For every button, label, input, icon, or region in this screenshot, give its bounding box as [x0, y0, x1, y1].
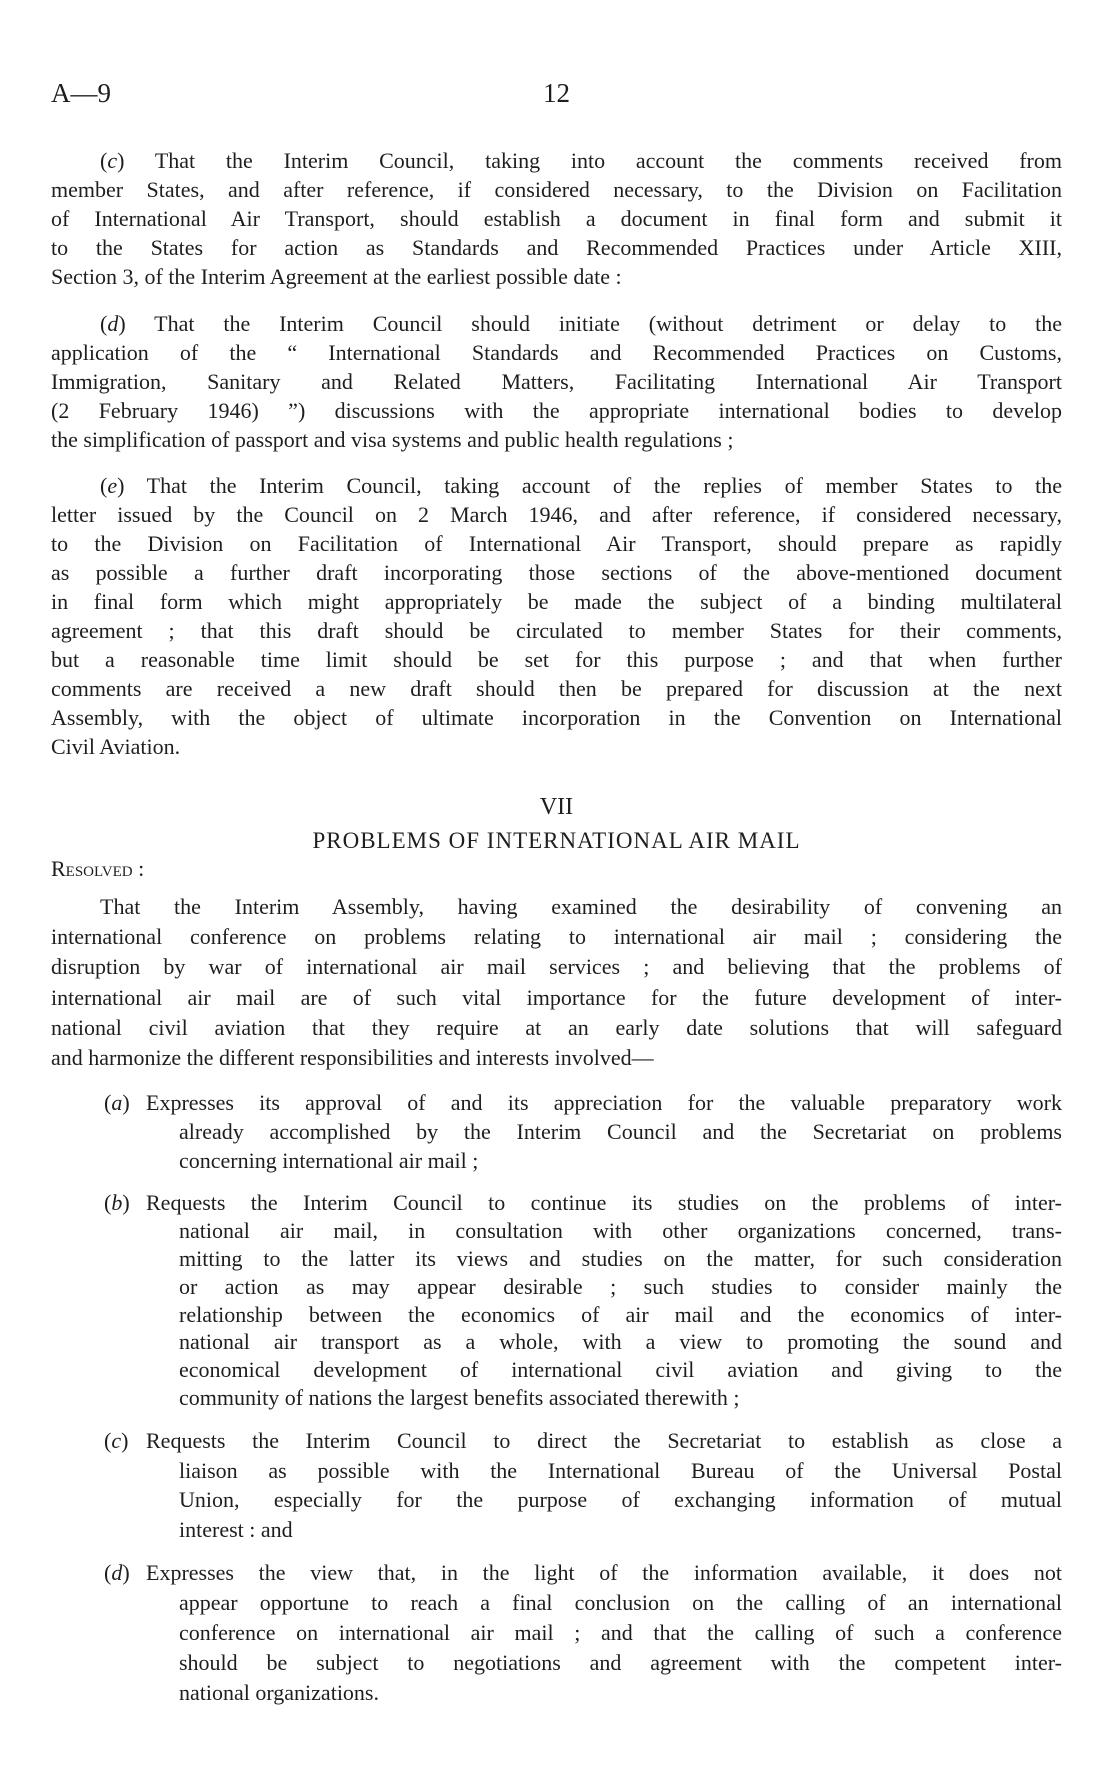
text-line	[179, 1678, 1062, 1708]
item-label-letter: b	[111, 1190, 123, 1215]
item-label-letter: e	[107, 473, 118, 498]
text-line	[51, 309, 1062, 338]
text-line	[179, 1301, 1062, 1329]
resolved-heading: Resolved :	[51, 856, 145, 881]
text-line	[51, 674, 1062, 703]
line-text: conference on international air mail ; and that the calling of such a conference	[179, 1620, 1062, 1645]
text-line	[51, 471, 1062, 500]
line-text: Requests the Interim Council to direct the Secretariat to establish as close a	[146, 1428, 1062, 1453]
item-label-letter: a	[111, 1090, 123, 1115]
text-line	[51, 338, 1062, 367]
page-header	[51, 76, 1062, 110]
item-label: (d)	[100, 311, 155, 336]
line-text: Expresses the view that, in the light of the information available, it does not	[146, 1560, 1062, 1585]
line-text: That the Interim Council should initiate (without detriment or delay to the	[154, 311, 1062, 336]
line-text: to the Division on Facilitation of International Air Transport, should prepare as rapidly	[51, 531, 1062, 556]
text-line	[51, 500, 1062, 529]
line-text: disruption by war of international air mail services ; and believing that the problems of	[51, 954, 1062, 980]
text-line	[179, 1273, 1062, 1301]
text-line	[51, 922, 1062, 952]
text-line	[104, 1426, 1062, 1456]
item-label: (e)	[100, 473, 147, 498]
line-text: Section 3, of the Interim Agreement at the earliest possible date :	[51, 264, 622, 289]
text-line	[51, 529, 1062, 558]
text-line	[51, 703, 1062, 732]
line-text: That the Interim Council, taking into account the comments received from	[154, 148, 1062, 173]
line-text: national organizations.	[179, 1680, 379, 1705]
text-line	[51, 146, 1062, 175]
paragraph-c	[51, 146, 1062, 291]
text-line	[179, 1384, 1062, 1412]
text-line	[51, 367, 1062, 396]
line-text: economical development of international civil aviation and giving to the	[179, 1357, 1062, 1383]
text-line	[51, 175, 1062, 204]
text-line	[104, 1088, 1062, 1117]
line-text: Civil Aviation.	[51, 734, 181, 759]
text-line	[51, 1013, 1062, 1043]
item-label: (d)	[104, 1560, 130, 1585]
line-text: That the Interim Council, taking account of the replies of member States to the	[146, 473, 1063, 498]
line-text: national air transport as a whole, with a view to promoting the sound and	[179, 1329, 1062, 1355]
line-text: international air mail are of such vital importance for the future development of inter-	[51, 984, 1062, 1010]
line-text: agreement ; that this draft should be circulated to member States for their comments,	[51, 618, 1062, 643]
line-text: of International Air Transport, should establish a document in final form and submit it	[51, 206, 1062, 231]
text-line	[51, 952, 1062, 982]
line-text: Expresses its approval of and its appreciation for the valuable preparatory work	[146, 1090, 1062, 1115]
text-line	[179, 1618, 1062, 1648]
line-text: but a reasonable time limit should be set for this purpose ; and that when further	[51, 647, 1062, 672]
page-number: 12	[543, 78, 570, 108]
item-label-letter: d	[111, 1560, 123, 1585]
text-line	[104, 1558, 1062, 1588]
line-text: Requests the Interim Council to continue its studies on the problems of inter-	[146, 1190, 1062, 1215]
text-line	[51, 558, 1062, 587]
text-line	[179, 1117, 1062, 1146]
text-line	[179, 1588, 1062, 1618]
line-text: and harmonize the different responsibilities and interests involved—	[51, 1044, 654, 1070]
line-text: concerning international air mail ;	[179, 1148, 479, 1173]
line-text: should be subject to negotiations and agreement with the competent inter-	[179, 1650, 1062, 1675]
text-line	[51, 983, 1062, 1013]
resolution-item-a	[104, 1088, 1062, 1175]
item-label: (c)	[100, 148, 155, 173]
text-line	[179, 1146, 1062, 1175]
text-line	[179, 1515, 1062, 1545]
item-label-letter: c	[107, 148, 118, 173]
line-text: comments are received a new draft should then be prepared for discussion at the next	[51, 676, 1062, 701]
text-line	[179, 1217, 1062, 1245]
preamble-paragraph	[51, 892, 1062, 1073]
text-line	[51, 204, 1062, 233]
text-line	[179, 1328, 1062, 1356]
line-text: appear opportune to reach a final conclusion on the calling of an international	[179, 1590, 1062, 1615]
line-text: the simplification of passport and visa systems and public health regulations ;	[51, 427, 734, 452]
resolution-item-b	[104, 1189, 1062, 1412]
line-text: liaison as possible with the International Bureau of the Universal Postal	[179, 1457, 1062, 1483]
line-text: interest : and	[179, 1516, 293, 1542]
item-label: (c)	[104, 1428, 129, 1453]
line-text: in final form which might appropriately be made the subject of a binding multilateral	[51, 589, 1062, 614]
text-line	[179, 1356, 1062, 1384]
text-line	[51, 425, 1062, 454]
paragraph-d	[51, 309, 1062, 454]
line-text: already accomplished by the Interim Council and the Secretariat on problems	[179, 1119, 1062, 1144]
paragraph-e	[51, 471, 1062, 761]
text-line	[179, 1456, 1062, 1486]
line-text: community of nations the largest benefits associated therewith ;	[179, 1385, 740, 1411]
text-line	[51, 616, 1062, 645]
line-text: letter issued by the Council on 2 March 1946, and after reference, if considered necessary,	[51, 502, 1062, 527]
line-text: as possible a further draft incorporating those sections of the above-mentioned document	[51, 560, 1062, 585]
line-text: national air mail, in consultation with other organizations concerned, trans-	[179, 1217, 1062, 1243]
text-line	[179, 1648, 1062, 1678]
resolution-item-d	[104, 1558, 1062, 1708]
text-line	[51, 396, 1062, 425]
line-text: Immigration, Sanitary and Related Matters, Facilitating International Air Transport	[51, 369, 1062, 394]
document-code: A—9	[51, 78, 111, 108]
text-line	[51, 262, 1062, 291]
line-text: relationship between the economics of air mail and the economics of inter-	[179, 1301, 1062, 1327]
item-label-letter: d	[107, 311, 119, 336]
text-line	[179, 1245, 1062, 1273]
text-line	[51, 233, 1062, 262]
text-line	[51, 1043, 1062, 1073]
line-text: application of the “ International Standards and Recommended Practices on Customs,	[51, 340, 1062, 365]
item-label: (b)	[104, 1190, 130, 1215]
line-text: to the States for action as Standards and Recommended Practices under Article XIII,	[51, 235, 1062, 260]
line-text: international conference on problems relating to international air mail ; considering the	[51, 924, 1062, 950]
text-line	[51, 645, 1062, 674]
line-text: Assembly, with the object of ultimate incorporation in the Convention on International	[51, 705, 1062, 730]
text-line	[104, 1189, 1062, 1217]
text-line	[51, 892, 1062, 922]
text-line	[51, 732, 1062, 761]
text-line	[51, 587, 1062, 616]
item-label: (a)	[104, 1090, 130, 1115]
text-line	[179, 1485, 1062, 1515]
line-text: That the Interim Assembly, having examined the desirability of convening an	[100, 894, 1062, 919]
section-number: VII	[539, 794, 574, 820]
line-text: mitting to the latter its views and studies on the matter, for such consideration	[179, 1245, 1062, 1271]
resolution-item-c	[104, 1426, 1062, 1544]
line-text: Union, especially for the purpose of exchanging information of mutual	[179, 1487, 1062, 1512]
line-text: (2 February 1946) ”) discussions with the appropriate international bodies to develop	[51, 398, 1062, 423]
section-title: PROBLEMS OF INTERNATIONAL AIR MAIL	[312, 828, 801, 853]
item-label-letter: c	[111, 1428, 122, 1453]
line-text: member States, and after reference, if considered necessary, to the Division on Facilitation	[51, 177, 1062, 202]
line-text: national civil aviation that they require at an early date solutions that will safeguard	[51, 1014, 1062, 1040]
line-text: or action as may appear desirable ; such studies to consider mainly the	[179, 1273, 1062, 1299]
